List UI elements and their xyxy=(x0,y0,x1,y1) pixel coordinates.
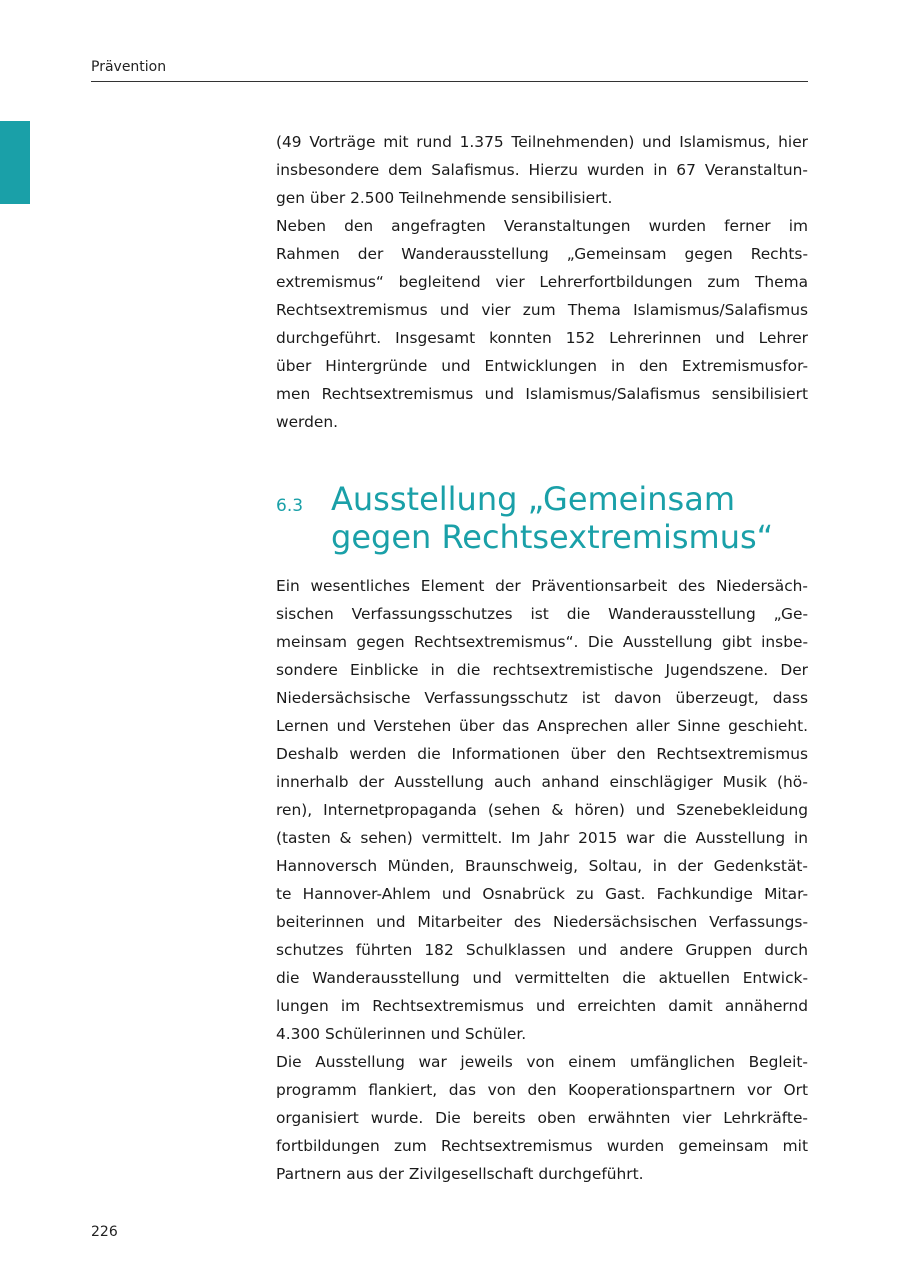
text-line: ren), Internetpropaganda (sehen & hören) und Szenebekleidung xyxy=(276,801,808,819)
text-line: beiterinnen und Mitarbeiter des Niedersächsischen Verfassungs- xyxy=(276,913,808,931)
text-line: 4.300 Schülerinnen und Schüler. xyxy=(276,1025,527,1043)
section-title xyxy=(331,480,773,556)
text-line: gen über 2.500 Teilnehmende sensibilisiert. xyxy=(276,189,613,207)
section-paragraph-1 xyxy=(276,572,808,1048)
text-line: (49 Vorträge mit rund 1.375 Teilnehmenden) und Islamismus, hier xyxy=(276,133,808,151)
section-paragraph-2 xyxy=(276,1048,808,1188)
text-line: men Rechtsextremismus und Islamismus/Salafismus sensibilisiert xyxy=(276,385,808,403)
chapter-side-tab xyxy=(0,121,30,204)
text-line: die Wanderausstellung und vermittelten die aktuellen Entwick- xyxy=(276,969,808,987)
text-line: fortbildungen zum Rechtsextremismus wurden gemeinsam mit xyxy=(276,1137,808,1155)
text-line: (tasten & sehen) vermittelt. Im Jahr 2015 war die Ausstellung in xyxy=(276,829,808,847)
text-line: insbesondere dem Salafismus. Hierzu wurden in 67 Veranstaltun- xyxy=(276,161,808,179)
text-line: werden. xyxy=(276,413,338,431)
text-line: sischen Verfassungsschutzes ist die Wanderausstellung „Ge- xyxy=(276,605,808,623)
text-line: durchgeführt. Insgesamt konnten 152 Lehrerinnen und Lehrer xyxy=(276,329,808,347)
section-title-line: gegen Rechtsextremismus“ xyxy=(331,518,774,556)
text-line: Hannoversch Münden, Braunschweig, Soltau, in der Gedenkstät- xyxy=(276,857,808,875)
running-header-title: Prävention xyxy=(91,59,167,75)
page-number: 226 xyxy=(91,1224,118,1240)
text-line: organisiert wurde. Die bereits oben erwähnten vier Lehrkräfte- xyxy=(276,1109,808,1127)
text-line: Neben den angefragten Veranstaltungen wurden ferner im xyxy=(276,217,808,235)
text-line: Rechtsextremismus und vier zum Thema Islamismus/Salafismus xyxy=(276,301,808,319)
text-line: über Hintergründe und Entwicklungen in den Extremismusfor- xyxy=(276,357,808,375)
text-line: sondere Einblicke in die rechtsextremistische Jugendszene. Der xyxy=(276,661,808,679)
intro-paragraph-2 xyxy=(276,212,808,436)
text-line: Niedersächsische Verfassungsschutz ist davon überzeugt, dass xyxy=(276,689,808,707)
text-line: meinsam gegen Rechtsextremismus“. Die Ausstellung gibt insbe- xyxy=(276,633,808,651)
text-line: extremismus“ begleitend vier Lehrerfortbildungen zum Thema xyxy=(276,273,808,291)
section-title-line: Ausstellung „Gemeinsam xyxy=(331,480,735,518)
intro-paragraph-1 xyxy=(276,128,808,212)
text-line: Ein wesentliches Element der Präventionsarbeit des Niedersäch- xyxy=(276,577,808,595)
text-line: lungen im Rechtsextremismus und erreichten damit annähernd xyxy=(276,997,808,1015)
text-line: Deshalb werden die Informationen über den Rechtsextremismus xyxy=(276,745,808,763)
text-line: programm flankiert, das von den Kooperationspartnern vor Ort xyxy=(276,1081,808,1099)
text-line: Lernen und Verstehen über das Ansprechen aller Sinne geschieht. xyxy=(276,717,808,735)
text-line: innerhalb der Ausstellung auch anhand einschlägiger Musik (hö- xyxy=(276,773,808,791)
header-divider xyxy=(91,81,808,82)
text-line: schutzes führten 182 Schulklassen und andere Gruppen durch xyxy=(276,941,808,959)
text-line: Partnern aus der Zivilgesellschaft durchgeführt. xyxy=(276,1165,644,1183)
text-line: te Hannover-Ahlem und Osnabrück zu Gast. Fachkundige Mitar- xyxy=(276,885,808,903)
text-line: Die Ausstellung war jeweils von einem umfänglichen Begleit- xyxy=(276,1053,808,1071)
section-number: 6.3 xyxy=(276,496,304,516)
text-line: Rahmen der Wanderausstellung „Gemeinsam gegen Rechts- xyxy=(276,245,808,263)
